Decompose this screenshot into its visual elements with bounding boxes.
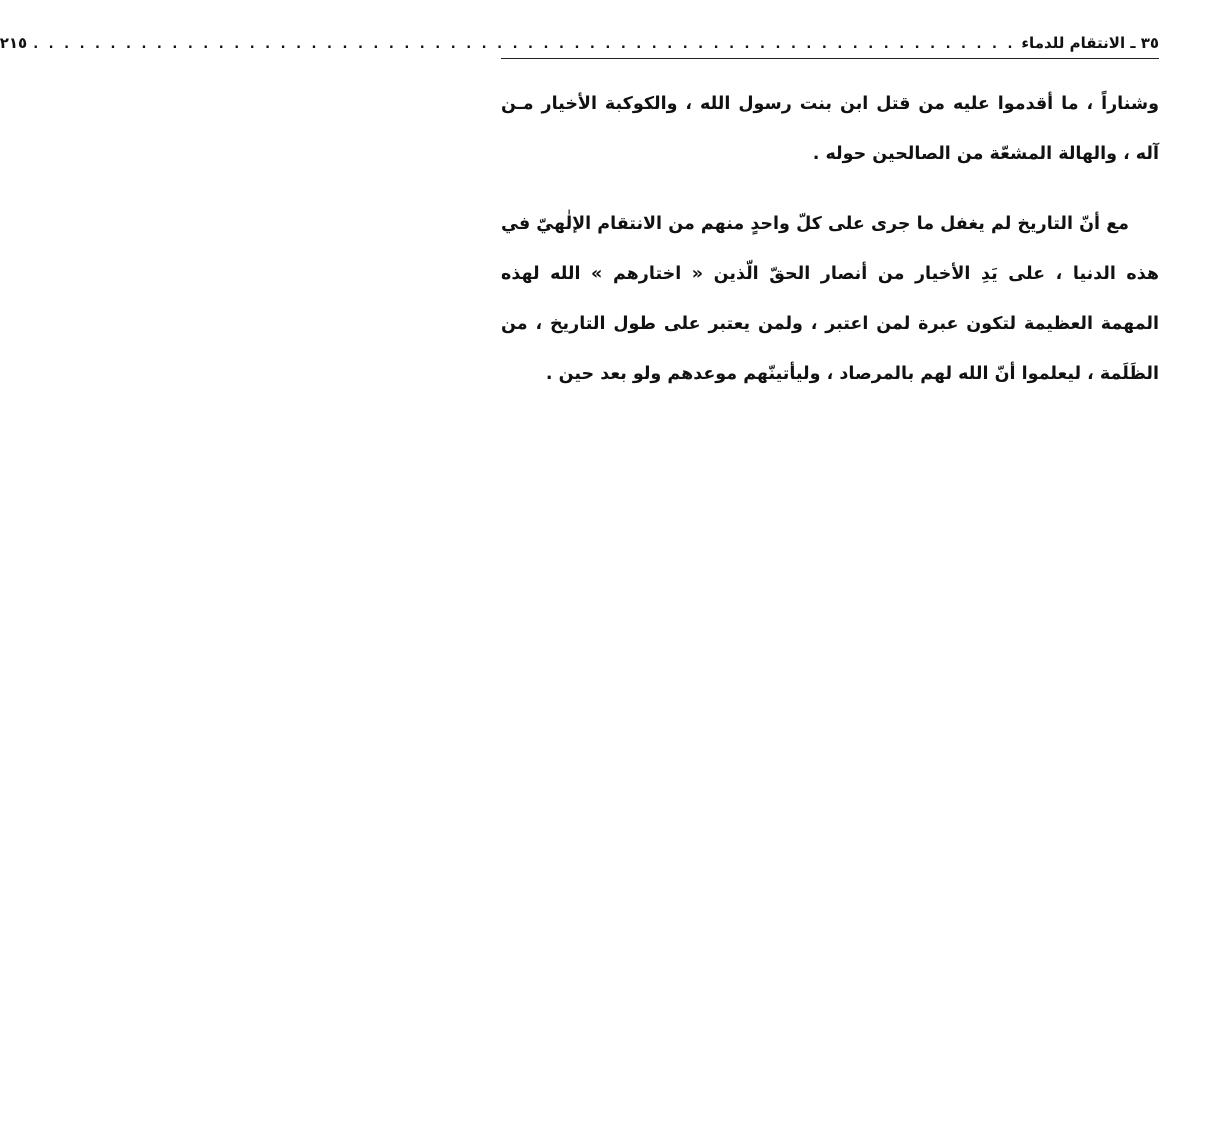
chapter-title: ٣٥ ـ الانتقام للدماء <box>1021 34 1159 52</box>
paragraph-2: مع أنّ التاريخ لم يغفل ما جرى على كلّ واحدٍ منهم من الانتقام الإلٰهيّ في هذه الدنيا ، على يَدِ الأخيار من أنصار الحقّ الّذين « اختارهم » الله لهذه المهمة العظيمة لتكون عبرة لمن اعتبر ، ولمن يعتبر على طول التاريخ ، من الظَلَمة ، ليعلموا أنّ الله لهم بالمرصاد ، وليأتينّهم موعدهم ولو بعد حين . <box>501 214 1159 384</box>
dot-leader: . . . . . . . . . . . . . . . . . . . . . . . . . . . . . . . . . . . . . . . . . . . . . . . . . . . . . . . . . . . . . . . . <box>33 37 1016 52</box>
header-rule <box>501 58 1159 59</box>
paragraph-1: وشناراً ، ما أقدموا عليه من قتل ابن بنت رسول الله ، والكوكبة الأخيار مـن آله ، والهالة المشعّة من الصالحين حوله . <box>501 94 1159 164</box>
book-page <box>0 28 1159 399</box>
page-number: ٢١٥ <box>0 34 28 52</box>
running-header <box>0 28 1159 52</box>
